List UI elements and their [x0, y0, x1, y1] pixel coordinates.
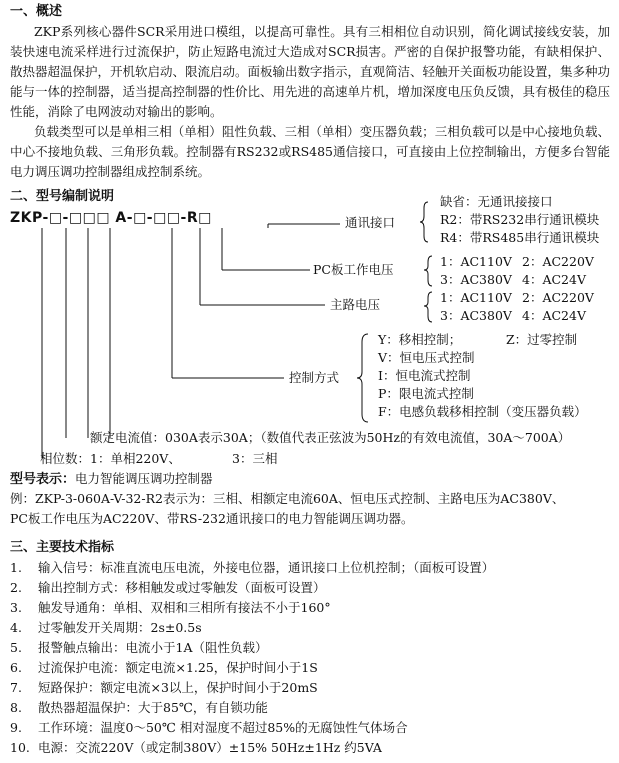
main-voltage-label: 主路电压	[330, 297, 381, 312]
comm-interface-label: 通讯接口	[345, 215, 396, 230]
main-voltage-option-3: 3：AC380V	[440, 308, 512, 323]
control-option-z: Z：过零控制	[506, 332, 578, 347]
spec-item: 1. 输入信号：标准直流电压电流，外接电位器，通讯接口上位机控制；（面板可设置）	[10, 560, 495, 575]
spec-item: 2. 输出控制方式：移相触发或过零触发（面板可设置）	[10, 580, 326, 595]
main-voltage-option-2: 2：AC220V	[522, 290, 594, 305]
control-option-i: I：恒电流式控制	[378, 368, 471, 383]
rated-current-description: 额定电流值：030A表示30A；（数值代表正弦波为50Hz的有效电流值，30A～700A）	[90, 430, 571, 445]
spec-item: 3. 触发导通角：单相、双相和三相所有接法不小于160°	[10, 600, 331, 615]
pc-voltage-option-4: 4：AC24V	[522, 272, 586, 287]
pc-voltage-option-2: 2：AC220V	[522, 254, 594, 269]
phase-number-description: 相位数：1：单相220V、	[40, 451, 181, 466]
spec-item: 6. 过流保护电流：额定电流×1.25，保护时间小于1S	[10, 660, 318, 675]
model-example-title	[10, 471, 213, 488]
pc-voltage-option-1: 1：AC110V	[440, 254, 512, 269]
overview-paragraph-2: 负载类型可以是单相三相（单相）阻性负载、三相（单相）变压器负载；三相负载可以是中心接地负载、中心不接地负载、三角形负载。控制器有RS232或RS485通信接口，可直接由上位控制输出，方便多台智能电力调压调功控制器组成控制系统。	[10, 124, 610, 179]
model-example-heading-rest: 电力智能调压调功控制器	[75, 471, 213, 486]
spec-item: 4. 过零触发开关周期：2s±0.5s	[10, 620, 202, 635]
model-example-heading: 型号表示：	[10, 472, 76, 487]
comm-option-r4: R4：带RS485串行通讯模块	[440, 230, 600, 245]
pc-voltage-option-3: 3：AC380V	[440, 272, 512, 287]
spec-item: 5. 报警触点输出：电流小于1A（阻性负载）	[10, 640, 268, 655]
model-code: ZKP-□-□□□ A-□-□□-R□	[10, 210, 212, 226]
spec-item: 10. 电源：交流220V（或定制380V）±15% 50Hz±1Hz 约5VA	[10, 740, 382, 755]
main-voltage-brace	[424, 292, 432, 322]
spec-item: 9. 工作环境：温度0～50℃ 相对湿度不超过85%的无腐蚀性气体场合	[10, 720, 408, 735]
control-option-f: F：电感负载移相控制（变压器负载）	[378, 404, 587, 419]
comm-option-default: 缺省：无通讯接接口	[440, 194, 553, 209]
control-option-p: P：限电流式控制	[378, 386, 474, 401]
comm-brace	[420, 202, 428, 242]
comm-option-r2: R2：带RS232串行通讯模块	[440, 212, 600, 227]
model-example-line-1: 例：ZKP-3-060A-V-32-R2表示为：三相、相额定电流60A、恒电压式控制、主路电压为AC380V、	[10, 491, 565, 506]
overview-paragraph-1: ZKP系列核心器件SCR采用进口模组，以提高可靠性。具有三相相位自动识别，简化调试接线安装，加装快速电流采样进行过流保护，防止短路电流过大造成对SCR损害。严密的自保护报警功能，有缺相保护、散热器超温保护，开机软启动、限流启动。面板输出数字指示，直观简洁、轻触开关面板功能设置，集多种功能与一体的控制器，适当提高控制器的性价比、用先进的高速单片机，增加深度电压负反馈，具有极佳的稳压性能，消除了电网波动对输出的影响。	[10, 24, 611, 119]
control-mode-label: 控制方式	[289, 370, 340, 385]
main-voltage-option-4: 4：AC24V	[522, 308, 586, 323]
pc-voltage-label: PC板工作电压	[313, 262, 394, 277]
control-option-v: V：恒电压式控制	[378, 350, 475, 365]
section-model-heading: 二、型号编制说明	[10, 189, 115, 204]
section-overview-heading: 一、概述	[10, 4, 63, 19]
control-mode-brace	[357, 334, 368, 422]
section-specs-heading: 三、主要技术指标	[10, 540, 115, 555]
spec-item: 7. 短路保护：额定电流×3以上，保护时间小于20mS	[10, 680, 318, 695]
main-voltage-option-1: 1：AC110V	[440, 290, 512, 305]
phase-number-three: 3：三相	[232, 451, 278, 466]
control-option-y: Y：移相控制；	[378, 332, 462, 347]
model-example-line-2: PC板工作电压为AC220V、带RS-232通讯接口的电力智能调压调功器。	[10, 511, 414, 526]
pc-voltage-brace	[424, 256, 432, 286]
spec-item: 8. 散热器超温保护：大于85℃，有自锁功能	[10, 700, 268, 715]
